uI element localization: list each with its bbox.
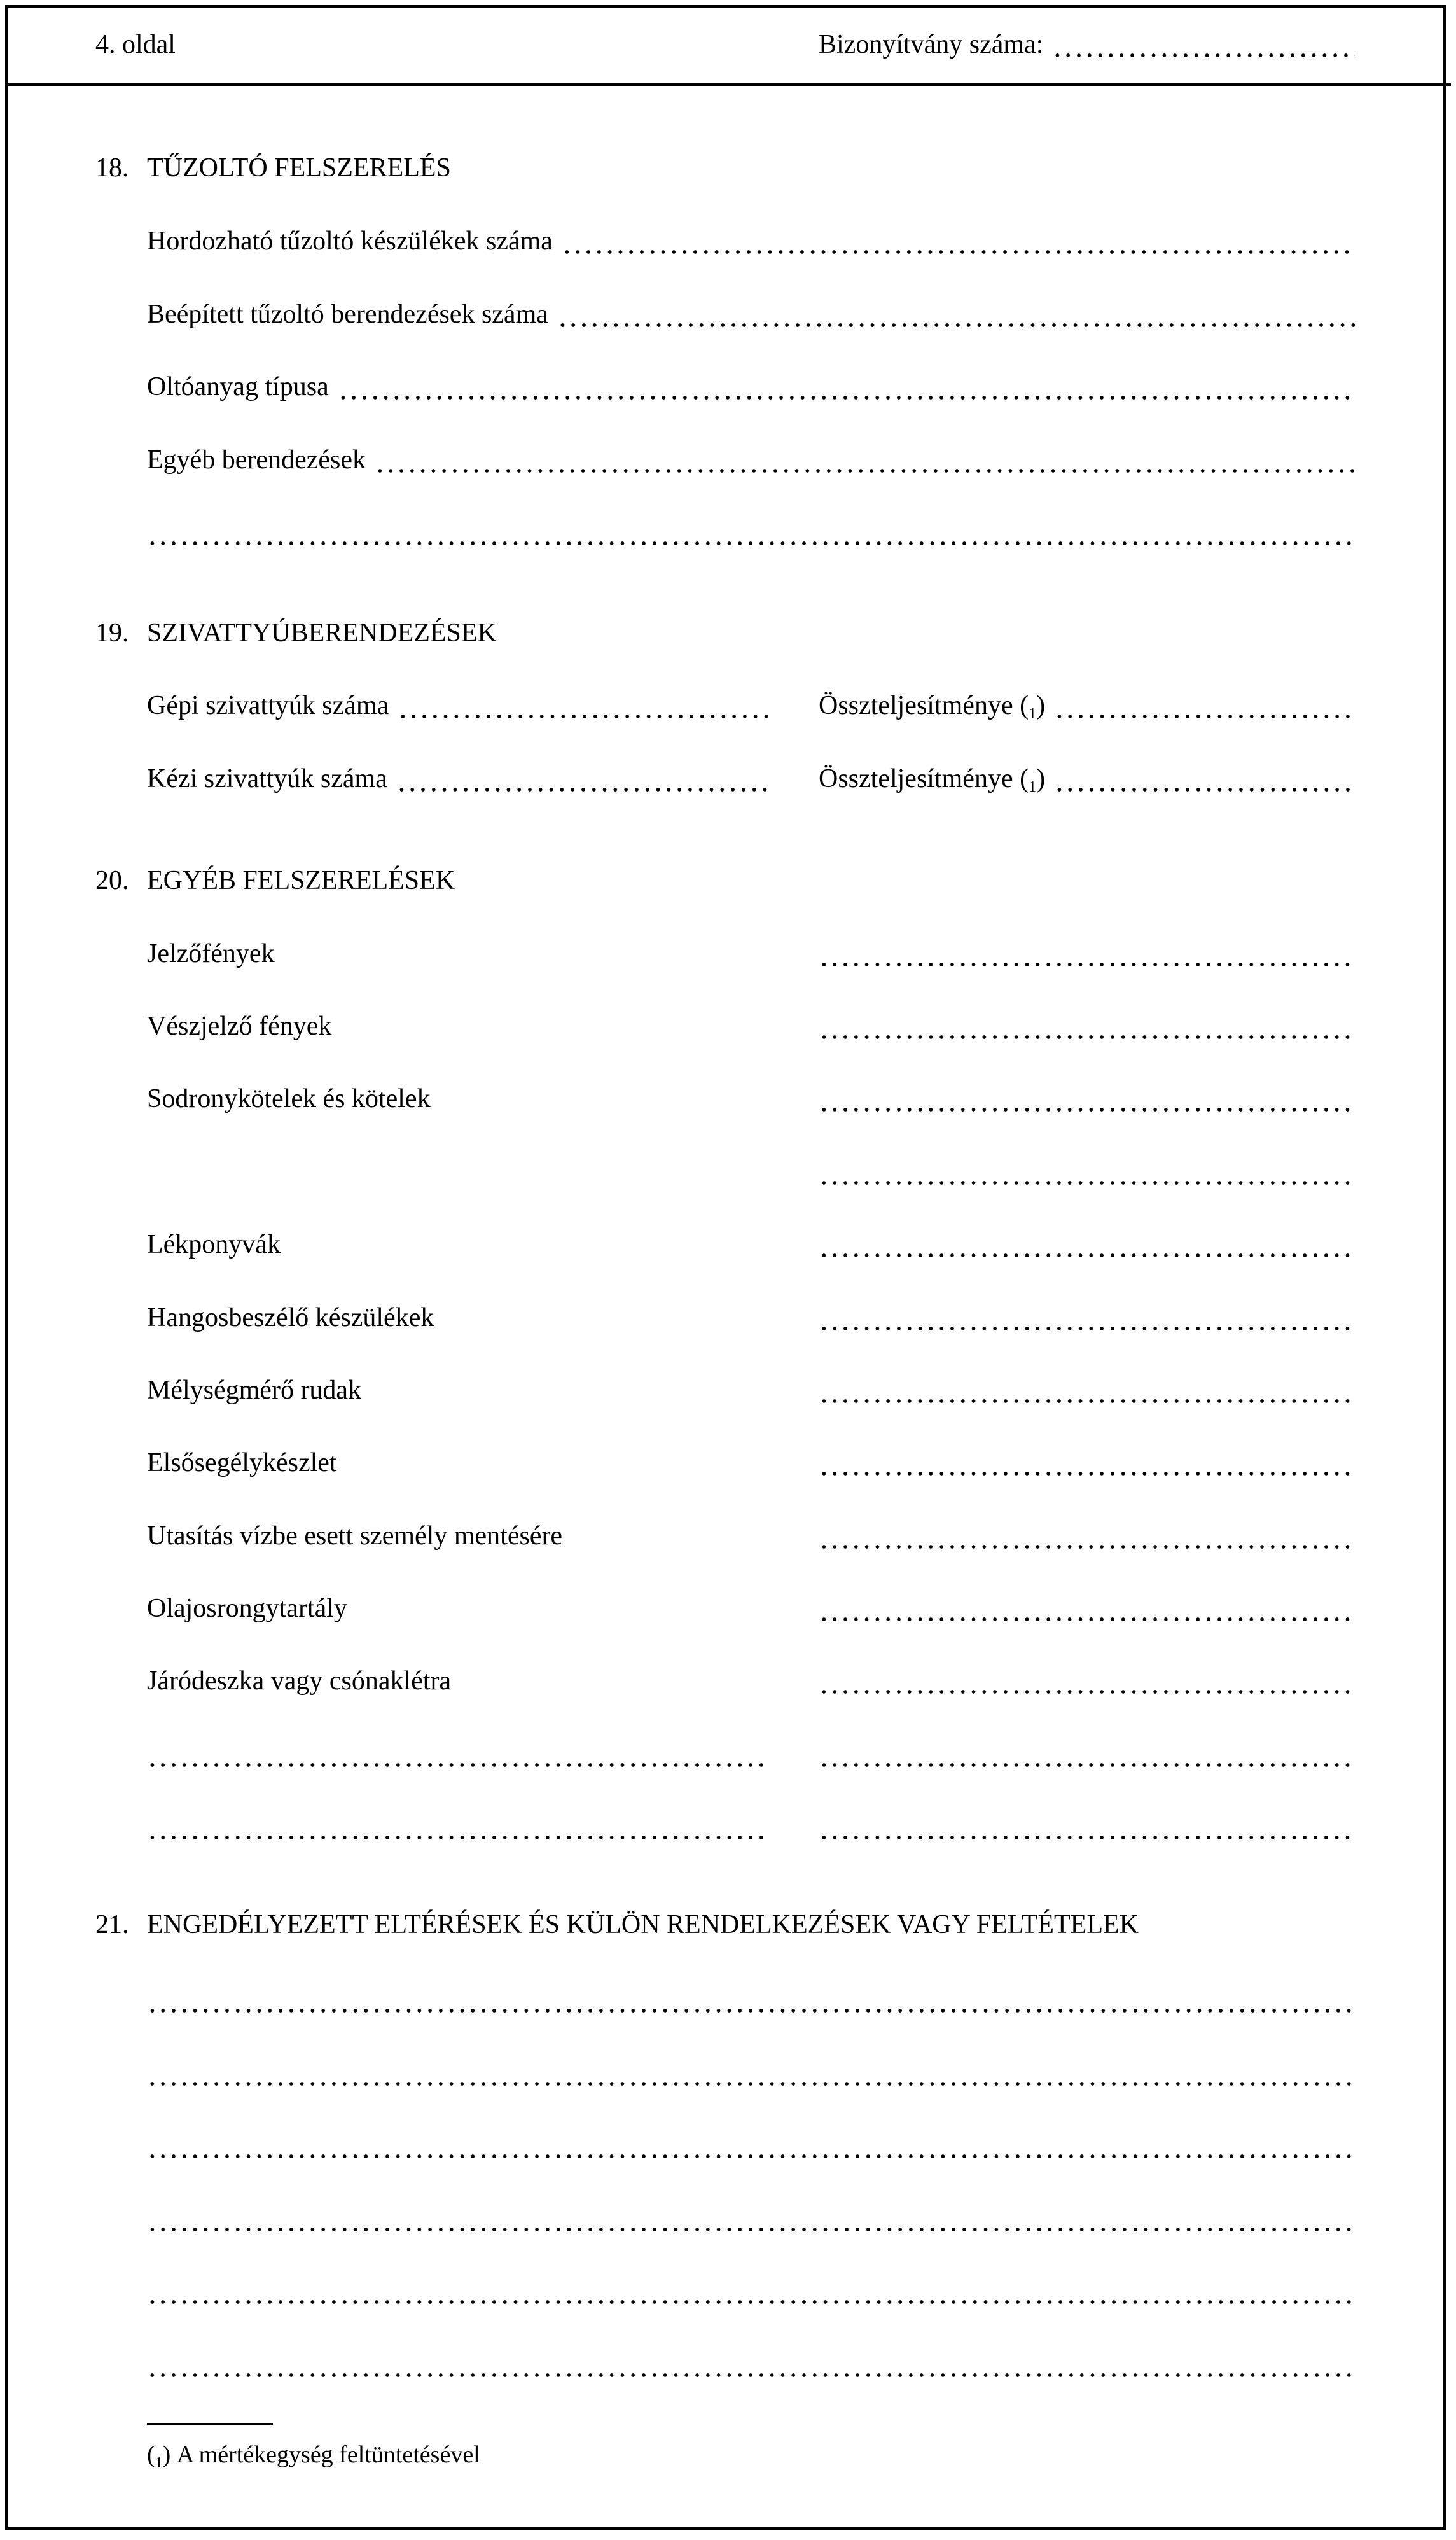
field-label: Beépített tűzoltó berendezések száma xyxy=(147,300,548,329)
item-value-field[interactable] xyxy=(819,1154,1355,1190)
field-row[interactable] xyxy=(147,688,768,723)
page-label: 4. oldal xyxy=(95,30,176,59)
paren: ( xyxy=(147,2441,155,2468)
footnote-rule xyxy=(147,2423,273,2425)
blank-label-field[interactable] xyxy=(147,1736,768,1772)
section-19-heading xyxy=(95,615,497,651)
footnote xyxy=(147,2437,480,2473)
dotted-leader xyxy=(819,1663,1355,1699)
dotted-leader xyxy=(1054,761,1355,797)
dotted-leader xyxy=(147,1736,768,1772)
field-label: Utasítás vízbe esett személy mentésére xyxy=(147,1521,563,1551)
dotted-leader xyxy=(147,2347,1355,2382)
section-title: EGYÉB FELSZERELÉSEK xyxy=(147,866,455,895)
dotted-leader xyxy=(819,1154,1355,1190)
dotted-leader xyxy=(557,297,1355,332)
blank-line[interactable] xyxy=(147,2128,1355,2163)
dotted-leader xyxy=(375,442,1355,478)
section-20-heading xyxy=(95,863,455,898)
field-label: Mélységmérő rudak xyxy=(147,1376,362,1405)
blank-line[interactable] xyxy=(147,515,1355,550)
section-number: 20. xyxy=(95,866,129,895)
certificate-number-field[interactable] xyxy=(819,27,1355,62)
blank-line[interactable] xyxy=(147,2055,1355,2091)
item-value-field[interactable] xyxy=(819,1518,1355,1554)
dotted-leader xyxy=(396,761,768,797)
dotted-leader xyxy=(819,1008,1355,1044)
field-row[interactable] xyxy=(147,223,1355,259)
certificate-label: Bizonyítvány száma: xyxy=(819,30,1044,59)
dotted-leader xyxy=(147,515,1355,550)
item-value-field[interactable] xyxy=(819,1227,1355,1262)
item-value-field[interactable] xyxy=(819,936,1355,972)
item-label xyxy=(147,1518,562,1554)
field-label: Sodronykötelek és kötelek xyxy=(147,1084,431,1113)
field-label: Vészjelző fények xyxy=(147,1012,332,1041)
field-row[interactable] xyxy=(147,297,1355,332)
paren: ) xyxy=(162,2441,171,2468)
item-label xyxy=(147,1300,434,1336)
field-label: Összteljesítménye ( xyxy=(819,691,1029,720)
dotted-leader xyxy=(819,1227,1355,1262)
item-value-field[interactable] xyxy=(819,1008,1355,1044)
paren: ) xyxy=(1036,764,1046,793)
dotted-leader xyxy=(819,1445,1355,1481)
item-label xyxy=(147,1591,347,1626)
footnote-ref[interactable]: 1 xyxy=(1029,779,1037,795)
field-label: Járódeszka vagy csónaklétra xyxy=(147,1666,452,1696)
page-number xyxy=(95,27,176,62)
dotted-leader xyxy=(1054,688,1355,723)
item-value-field[interactable] xyxy=(819,1372,1355,1408)
footnote-number: 1 xyxy=(155,2455,163,2471)
item-value-field[interactable] xyxy=(819,1300,1355,1336)
dotted-leader xyxy=(1052,27,1355,62)
field-label: Jelzőfények xyxy=(147,939,275,968)
dotted-leader xyxy=(398,688,768,723)
field-label: Hordozható tűzoltó készülékek száma xyxy=(147,227,553,256)
section-title: ENGEDÉLYEZETT ELTÉRÉSEK ÉS KÜLÖN RENDELKEZÉSEK VAGY FELTÉTELEK xyxy=(147,1910,1139,1939)
blank-line[interactable] xyxy=(147,2201,1355,2236)
dotted-leader xyxy=(819,1591,1355,1626)
section-title: TŰZOLTÓ FELSZERELÉS xyxy=(147,153,451,183)
paren: ) xyxy=(1036,691,1046,720)
blank-line[interactable] xyxy=(147,1982,1355,2018)
section-number: 19. xyxy=(95,618,129,648)
section-title: SZIVATTYÚBERENDEZÉSEK xyxy=(147,618,497,648)
field-label: Lékponyvák xyxy=(147,1230,281,1259)
item-label xyxy=(147,1227,281,1262)
footnote-text: A mértékegység feltüntetésével xyxy=(176,2441,480,2468)
field-label: Hangosbeszélő készülékek xyxy=(147,1303,434,1332)
blank-value-field[interactable] xyxy=(819,1736,1355,1772)
field-label: Összteljesítménye ( xyxy=(819,764,1029,793)
item-label xyxy=(147,1663,451,1699)
dotted-leader xyxy=(819,1300,1355,1336)
section-number: 18. xyxy=(95,153,129,183)
field-label: Gépi szivattyúk száma xyxy=(147,691,389,720)
item-value-field[interactable] xyxy=(819,1081,1355,1117)
dotted-leader xyxy=(147,2128,1355,2163)
section-18-heading xyxy=(95,150,451,186)
item-label xyxy=(147,1008,331,1044)
dotted-leader xyxy=(562,223,1355,259)
field-label: Elsősegélykészlet xyxy=(147,1448,337,1477)
section-number: 21. xyxy=(95,1910,129,1939)
field-row[interactable] xyxy=(819,761,1355,797)
item-label xyxy=(147,936,275,972)
item-value-field[interactable] xyxy=(819,1663,1355,1699)
blank-line[interactable] xyxy=(147,2273,1355,2309)
footnote-ref[interactable]: 1 xyxy=(1029,706,1037,722)
dotted-leader xyxy=(147,2273,1355,2309)
blank-line[interactable] xyxy=(147,2347,1355,2382)
dotted-leader xyxy=(147,1982,1355,2018)
field-label: Olajosrongytartály xyxy=(147,1594,347,1623)
item-label xyxy=(147,1081,431,1117)
dotted-leader xyxy=(819,1736,1355,1772)
dotted-leader xyxy=(819,936,1355,972)
item-value-field[interactable] xyxy=(819,1445,1355,1481)
item-label xyxy=(147,1445,337,1481)
blank-label-field[interactable] xyxy=(147,1809,768,1845)
field-row[interactable] xyxy=(819,688,1355,723)
dotted-leader xyxy=(819,1518,1355,1554)
header-divider xyxy=(5,83,1451,86)
dotted-leader xyxy=(819,1081,1355,1117)
field-label: Oltóanyag típusa xyxy=(147,372,329,401)
dotted-leader xyxy=(819,1809,1355,1845)
dotted-leader xyxy=(338,369,1355,405)
dotted-leader xyxy=(147,2055,1355,2091)
section-21-heading xyxy=(95,1907,1139,1943)
field-label: Kézi szivattyúk száma xyxy=(147,764,387,793)
field-row[interactable] xyxy=(147,442,1355,478)
field-row[interactable] xyxy=(147,761,768,797)
dotted-leader xyxy=(147,2201,1355,2236)
item-value-field[interactable] xyxy=(819,1591,1355,1626)
item-label xyxy=(147,1372,361,1408)
dotted-leader xyxy=(819,1372,1355,1408)
field-row[interactable] xyxy=(147,369,1355,405)
field-label: Egyéb berendezések xyxy=(147,445,366,475)
blank-value-field[interactable] xyxy=(819,1809,1355,1845)
dotted-leader xyxy=(147,1809,768,1845)
